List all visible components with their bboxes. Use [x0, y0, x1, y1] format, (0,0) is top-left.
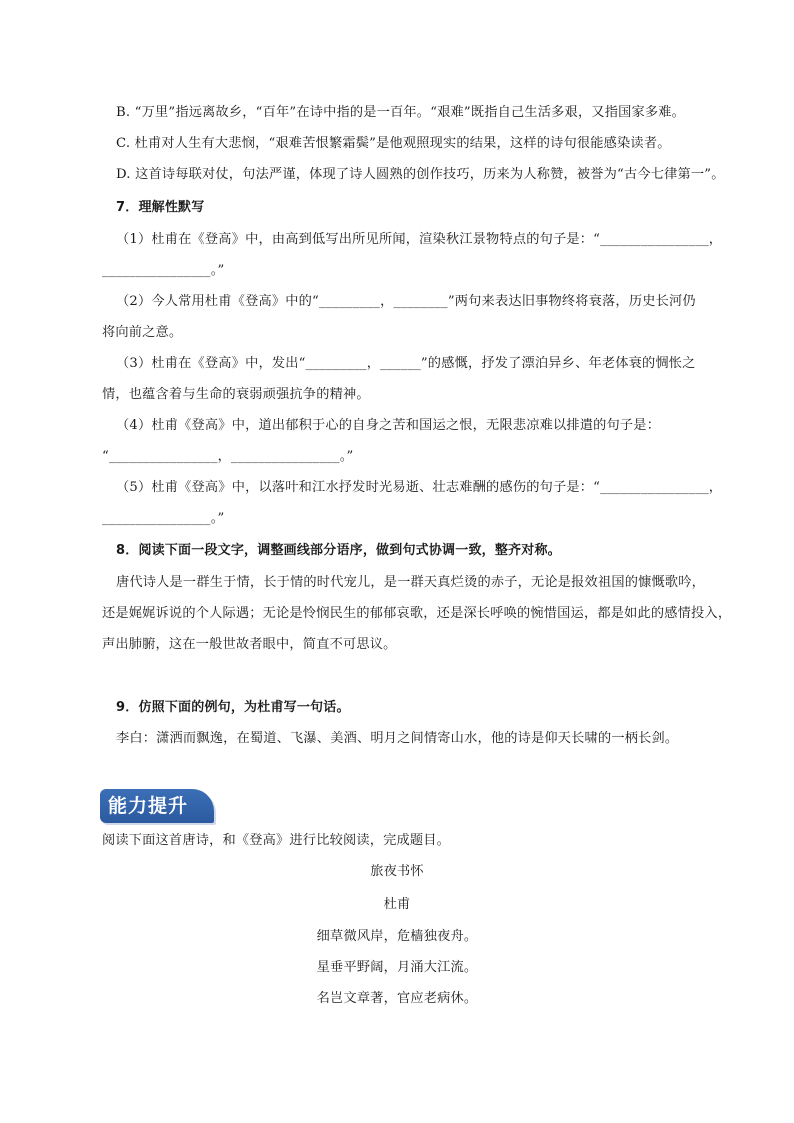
q8-passage-line2: 还是娓娓诉说的个人际遇；无论是怜悯民生的郁郁哀歌，还是深长呼唤的惋惜国运，都是如此的感情投入， — [102, 606, 732, 621]
question-8-title: 8．阅读下面一段文字，调整画线部分语序，做到句式协调一致，整齐对称。 — [116, 543, 561, 558]
question-9-title: 9．仿照下面的例句，为杜甫写一句话。 — [116, 700, 350, 715]
poem-line-1: 细草微风岸，危樯独夜舟。 — [316, 929, 478, 944]
q7-item1-line1: （1）杜甫在《登高》中，由高到低写出所见所闻，渲染秋江景物特点的句子是：“________________， — [116, 232, 723, 247]
option-d: D. 这首诗每联对仗，句法严谨，体现了诗人圆熟的创作技巧，历来为人称赞，被誉为“古今七律第一”。 — [116, 167, 725, 182]
q7-item1-line2: ________________。” — [102, 263, 225, 278]
section-intro: 阅读下面这首唐诗，和《登高》进行比较阅读，完成题目。 — [102, 833, 451, 848]
poem-title: 旅夜书怀 — [370, 864, 424, 879]
option-b: B. “万里”指远离故乡，“百年”在诗中指的是一百年。“艰难”既指自己生活多艰，又指国家多难。 — [116, 105, 686, 120]
q7-item3-line1: （3）杜甫在《登高》中，发出“_________，______”的感慨，抒发了漂泊异乡、年老体衰的惆怅之 — [116, 356, 696, 371]
q8-passage-line1: 唐代诗人是一群生于情，长于情的时代宠儿，是一群天真烂烫的赤子，无论是报效祖国的慷慨歌吟， — [116, 575, 706, 590]
q7-item4-line2: “________________，________________。” — [102, 449, 354, 464]
q7-item4-line1: （4）杜甫《登高》中，道出郁积于心的自身之苦和国运之恨，无限悲凉难以排遣的句子是： — [116, 418, 661, 433]
q7-item3-line2: 情，也蕴含着与生命的衰弱顽强抗争的精神。 — [102, 387, 370, 402]
poem-author: 杜甫 — [383, 897, 411, 912]
option-c: C. 杜甫对人生有大悲悯，“艰难苦恨繁霜鬓”是他观照现实的结果，这样的诗句很能感染读者。 — [116, 136, 671, 151]
q7-item2-line1: （2）今人常用杜甫《登高》中的“_________，________”两句来表达旧事物终将衰落，历史长河仍 — [116, 294, 696, 309]
question-7-title: 7．理解性默写 — [116, 200, 205, 215]
q9-example: 李白：潇洒而飘逸，在蜀道、飞瀑、美酒、明月之间情寄山水，他的诗是仰天长啸的一柄长剑。 — [116, 731, 679, 746]
q7-item2-line2: 将向前之意。 — [102, 325, 183, 340]
poem-line-3: 名岂文章著，官应老病休。 — [316, 991, 478, 1006]
q7-item5-line1: （5）杜甫《登高》中，以落叶和江水抒发时光易逝、壮志难酬的感伤的句子是：“________________， — [116, 480, 723, 495]
q8-passage-line3: 声出肺腑，这在一般世故者眼中，简直不可思议。 — [102, 637, 397, 652]
poem-line-2: 星垂平野阔，月涌大江流。 — [316, 960, 478, 975]
section-badge-label: 能力提升 — [108, 795, 189, 817]
q7-item5-line2: ________________。” — [102, 511, 225, 526]
